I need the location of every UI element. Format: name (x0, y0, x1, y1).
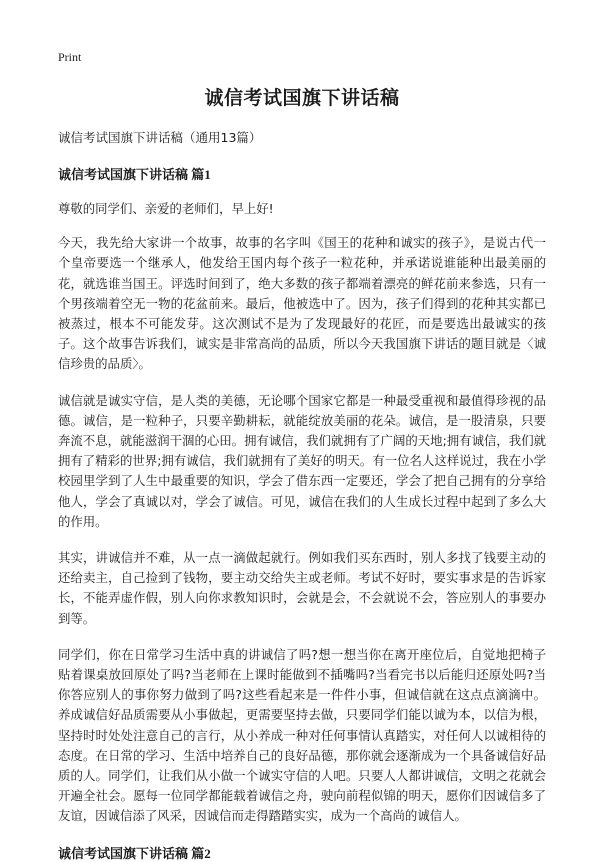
body-paragraph-practice: 其实，讲诚信并不难，从一点一滴做起就行。例如我们买东西时，别人多找了钱要主动的还给卖主，自己捡到了钱物，要主动交给失主或老师。考试不好时，要实事求是的告诉家长，不能弄虚作假，别人向你求教知识时，会就是会，不会就说不会，答应别人的事要办到等。 (58, 550, 546, 626)
page-title: 诚信考试国旗下讲话稿 (204, 87, 400, 109)
body-paragraph-story: 今天，我先给大家讲一个故事，故事的名字叫《国王的花种和诚实的孩子》，是说古代一个皇帝要选一个继承人，他发给王国内每个孩子一粒花种，并承诺说谁能种出最美丽的花，就选谁当国王。评选时间到了，绝大多数的孩子都端着漂亮的鲜花前来参选，只有一个男孩端着空无一物的花盆前来。最后，他被选中了。因为，孩子们得到的花种其实都已被蒸过，根本不可能发芽。这次测试不是为了发现最好的花匠，而是要选出最诚实的孩子。这个故事告诉我们，诚实是非常高尚的品质，所以今天我国旗下讲话的题目就是〈诚信珍贵的品质〉。 (58, 235, 546, 372)
section-heading-1: 诚信考试国旗下讲话稿 篇1 (58, 167, 211, 182)
body-paragraph-integrity: 诚信就是诚实守信，是人类的美德，无论哪个国家它都是一种最受重视和最值得珍视的品德。诚信，是一粒种子，只要辛勤耕耘，就能绽放美丽的花朵。诚信，是一股清泉，只要奔流不息，就能滋润干涸的心田。拥有诚信，我们就拥有了广阔的天地;拥有诚信，我们就拥有了精彩的世界;拥有诚信，我们就拥有了美好的明天。有一位名人这样说过，我在小学校园里学到了人生中最重要的知识，学会了借东西一定要还，学会了把自己拥有的分享给他人，学会了真诚以对，学会了诚信。可见，诚信在我们的人生成长过程中起到了多么大的作用。 (58, 392, 546, 529)
body-paragraph-appeal: 同学们，你在日常学习生活中真的讲诚信了吗?想一想当你在离开座位后，自觉地把椅子贴着课桌放回原处了吗?当老师在上课时能做到不插嘴吗?当看完书以后能归还原处吗?当你答应别人的事你努力做到了吗?这些看起来是一件件小事，但诚信就在这点点滴滴中。养成诚信好品质需要从小事做起，更需要坚持去做，只要同学们能以诚为本，以信为根，坚持时时处处注意自己的言行，从小养成一种对任何事情认真踏实，对任何人以诚相待的态度。在日常的学习、生活中培养自己的良好品德，那你就会逐渐成为一个具备诚信好品质的人。同学们，让我们从小做一个诚实守信的人吧。只要人人都讲诚信，文明之花就会开遍全社会。愿每一位同学都能载着诚信之舟，驶向前程似锦的明天，愿你们因诚信多了友谊，因诚信添了风采，因诚信而走得踏踏实实，成为一个高尚的诚信人。 (58, 646, 546, 824)
document-subtitle: 诚信考试国旗下讲话稿（通用13篇） (58, 130, 262, 145)
greeting-paragraph: 尊敬的同学们、亲爱的老师们，早上好! (58, 201, 274, 216)
section-heading-2: 诚信考试国旗下讲话稿 篇2 (58, 845, 211, 861)
print-link[interactable]: Print (58, 50, 82, 64)
